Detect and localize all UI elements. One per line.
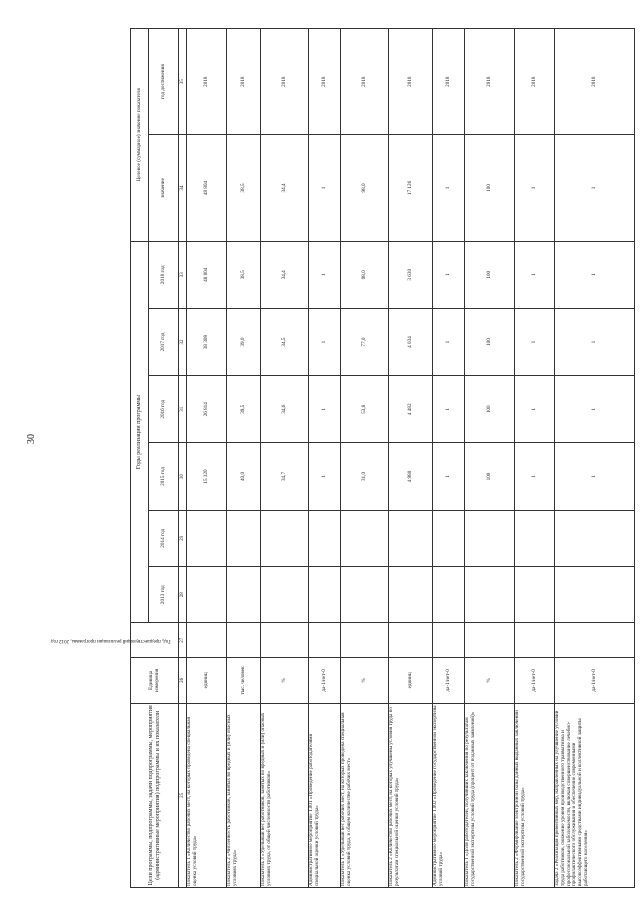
indicator-value (309, 623, 341, 658)
indicator-value (309, 510, 341, 566)
rotated-table-wrapper (50, 28, 625, 888)
indicator-value: 1 (309, 135, 341, 241)
indicator-value (433, 623, 465, 658)
indicator-value: 2018 (187, 29, 227, 135)
indicator-value: 34,6 (261, 376, 309, 443)
indicator-table (50, 28, 635, 888)
indicator-value (515, 567, 555, 623)
indicator-value (433, 567, 465, 623)
table-row (515, 29, 555, 888)
indicator-value: 38,5 (227, 135, 261, 241)
indicator-name: Показатель 2 «Количество рабочих мест, на которых улучшены условия труда по результатам специальной оценки условий труда» (389, 703, 433, 887)
header-year-2013: 2013 год (149, 567, 179, 623)
indicator-value (261, 623, 309, 658)
indicator-value: 4 980 (389, 443, 433, 510)
column-number: 30 (179, 443, 187, 510)
indicator-value: 2018 (465, 29, 515, 135)
indicator-value: 100 (465, 241, 515, 308)
indicator-value: 48 804 (187, 241, 227, 308)
table-row (187, 29, 227, 888)
indicator-value: 2018 (261, 29, 309, 135)
table-row (341, 29, 389, 888)
table-row (465, 29, 515, 888)
indicator-value: 34,4 (261, 135, 309, 241)
column-number: 27 (179, 623, 187, 658)
indicator-value: 100 (465, 308, 515, 375)
column-number: 32 (179, 308, 187, 375)
indicator-value: 2018 (341, 29, 389, 135)
indicator-value: 1 (433, 376, 465, 443)
column-number: 26 (179, 658, 187, 704)
indicator-value: 34,4 (261, 241, 309, 308)
indicator-value (261, 567, 309, 623)
indicator-value: 1 (555, 135, 635, 241)
table-body (187, 29, 635, 888)
indicator-unit: да-1/нет-0 (433, 658, 465, 704)
header-year-2018: 2018 год (149, 241, 179, 308)
indicator-unit: тыс. человек (227, 658, 261, 704)
indicator-value (555, 510, 635, 566)
indicator-unit: да-1/нет-0 (555, 658, 635, 704)
indicator-value (389, 510, 433, 566)
indicator-value: 31,0 (341, 443, 389, 510)
header-year-2016: 2016 год (149, 376, 179, 443)
indicator-unit: да-1/нет-0 (515, 658, 555, 704)
indicator-value (227, 510, 261, 566)
indicator-value: 1 (555, 443, 635, 510)
indicator-value: 1 (515, 443, 555, 510)
indicator-value: 15 320 (187, 443, 227, 510)
indicator-value: 98,0 (341, 135, 389, 241)
indicator-value: 2018 (433, 29, 465, 135)
indicator-value: 1 (515, 308, 555, 375)
indicator-unit: да-1/нет-0 (309, 658, 341, 704)
header-year-2015: 2015 год (149, 443, 179, 510)
indicator-name: Показатель 3 «Удельный вес работников, занятых во вредных и (или) опасных условиях труда, от общей численности работников» (261, 703, 309, 887)
header-name: Цели программы, подпрограммы, задачи подпрограммы, мероприятия (административные мероприятия) подпрограммы и их показатели (131, 703, 179, 887)
indicator-value: 3 630 (389, 241, 433, 308)
indicator-unit: единиц (389, 658, 433, 704)
indicator-value: 100 (465, 443, 515, 510)
indicator-value (227, 623, 261, 658)
header-target-group: Целевое (суммарное) значение показателя (131, 29, 149, 242)
indicator-value: 2018 (515, 29, 555, 135)
header-target-value: значение (149, 135, 179, 241)
indicator-value (515, 623, 555, 658)
indicator-value: 38,5 (227, 241, 261, 308)
table-row (389, 29, 433, 888)
indicator-value: 26 814 (187, 376, 227, 443)
indicator-value: 1 (555, 376, 635, 443)
page-number: 30 (26, 434, 37, 444)
indicator-value (187, 623, 227, 658)
indicator-value (389, 567, 433, 623)
indicator-name: Задача 2 «Реализация превентивных мер, направленных на улучшение условий труда работников, снижение уровня производственного травматизма и профессиональной заболеваемости, включая совершенствование лечебно-профилактического обслуживания и обеспечение современными высокоэффективными средствами индивидуальной и коллективной защиты работающего населения» (555, 703, 635, 887)
indicator-value (227, 567, 261, 623)
indicator-value (341, 567, 389, 623)
column-number: 28 (179, 567, 187, 623)
indicator-value: 48 804 (187, 135, 227, 241)
table-row (227, 29, 261, 888)
header-years-group: Годы реализации программы (131, 241, 149, 623)
indicator-value: 1 (515, 135, 555, 241)
indicator-value (515, 510, 555, 566)
indicator-value: 34,5 (261, 308, 309, 375)
indicator-value (341, 623, 389, 658)
indicator-value: 2018 (227, 29, 261, 135)
indicator-value: 2018 (389, 29, 433, 135)
indicator-value (465, 623, 515, 658)
indicator-value (261, 510, 309, 566)
indicator-value: 1 (433, 241, 465, 308)
indicator-value: 38 308 (187, 308, 227, 375)
indicator-value: 77,0 (341, 308, 389, 375)
indicator-value (555, 623, 635, 658)
indicator-value (433, 510, 465, 566)
indicator-value (465, 567, 515, 623)
table-row (555, 29, 635, 888)
indicator-value: 1 (433, 443, 465, 510)
indicator-value: 1 (515, 241, 555, 308)
indicator-value: 1 (309, 376, 341, 443)
indicator-value: 17 126 (389, 135, 433, 241)
indicator-value (341, 510, 389, 566)
indicator-unit: % (261, 658, 309, 704)
indicator-value: 34,7 (261, 443, 309, 510)
indicator-value: 1 (433, 308, 465, 375)
indicator-value (309, 567, 341, 623)
indicator-value: 100 (465, 135, 515, 241)
table-row (261, 29, 309, 888)
indicator-value: 1 (309, 241, 341, 308)
indicator-value: 1 (555, 308, 635, 375)
indicator-value (465, 510, 515, 566)
column-number: 25 (179, 703, 187, 887)
header-target-year: год достижения (149, 29, 179, 135)
indicator-value: 100 (465, 376, 515, 443)
column-number: 33 (179, 241, 187, 308)
indicator-value: 2018 (309, 29, 341, 135)
indicator-value: 1 (515, 376, 555, 443)
table-row (309, 29, 341, 888)
table-row (433, 29, 465, 888)
indicator-value: 2018 (555, 29, 635, 135)
indicator-unit: % (341, 658, 389, 704)
indicator-value: 1 (309, 308, 341, 375)
indicator-value: 1 (309, 443, 341, 510)
column-number: 34 (179, 135, 187, 241)
indicator-unit: единиц (187, 658, 227, 704)
indicator-name: Показатель 1 «Количество рабочих мест, на которых проведена специальная оценка условий труда» (187, 703, 227, 887)
indicator-value: 4 482 (389, 376, 433, 443)
indicator-value: 40,0 (227, 443, 261, 510)
header-row-1 (131, 29, 149, 888)
indicator-value: 53,8 (341, 376, 389, 443)
indicator-value (555, 567, 635, 623)
indicator-name: Показатель 2 «Численность работников, занятых во вредных и (или) опасных условиях труда» (227, 703, 261, 887)
indicator-value (187, 567, 227, 623)
indicator-value (389, 623, 433, 658)
header-base-year: Год, предшествующий реализации программы, 2012 год (131, 623, 179, 658)
indicator-unit: % (465, 658, 515, 704)
header-year-2014: 2014 год (149, 510, 179, 566)
header-unit: Единица измерения (131, 658, 179, 704)
header-year-2017: 2017 год (149, 308, 179, 375)
column-number: 29 (179, 510, 187, 566)
indicator-value: 39,5 (227, 376, 261, 443)
indicator-value: 98,0 (341, 241, 389, 308)
indicator-name: Показатель 1 «Доля работодателей, получивших заключения по результатам государственной экспертизы условий труда (процент от поданных заявлений)» (465, 703, 515, 887)
indicator-value (187, 510, 227, 566)
column-number: 31 (179, 376, 187, 443)
indicator-value: 1 (433, 135, 465, 241)
indicator-name: Показатель 2 «Формирование электронной базы данных выданных заключений государственной экспертизы условий труда» (515, 703, 555, 887)
column-number: 35 (179, 29, 187, 135)
indicator-name: Административное мероприятие 1.001 «Проведение работодателями специальной оценки условий труда» (309, 703, 341, 887)
indicator-value: 1 (555, 241, 635, 308)
indicator-value: 4 034 (389, 308, 433, 375)
indicator-name: Административное мероприятие 1.002 «Проведение государственной экспертизы условий труда» (433, 703, 465, 887)
indicator-name: Показатель 1 «Удельный вес рабочих мест, на которых проведена специальная оценка условий труда, в общем количестве рабочих мест» (341, 703, 389, 887)
indicator-value: 39,0 (227, 308, 261, 375)
